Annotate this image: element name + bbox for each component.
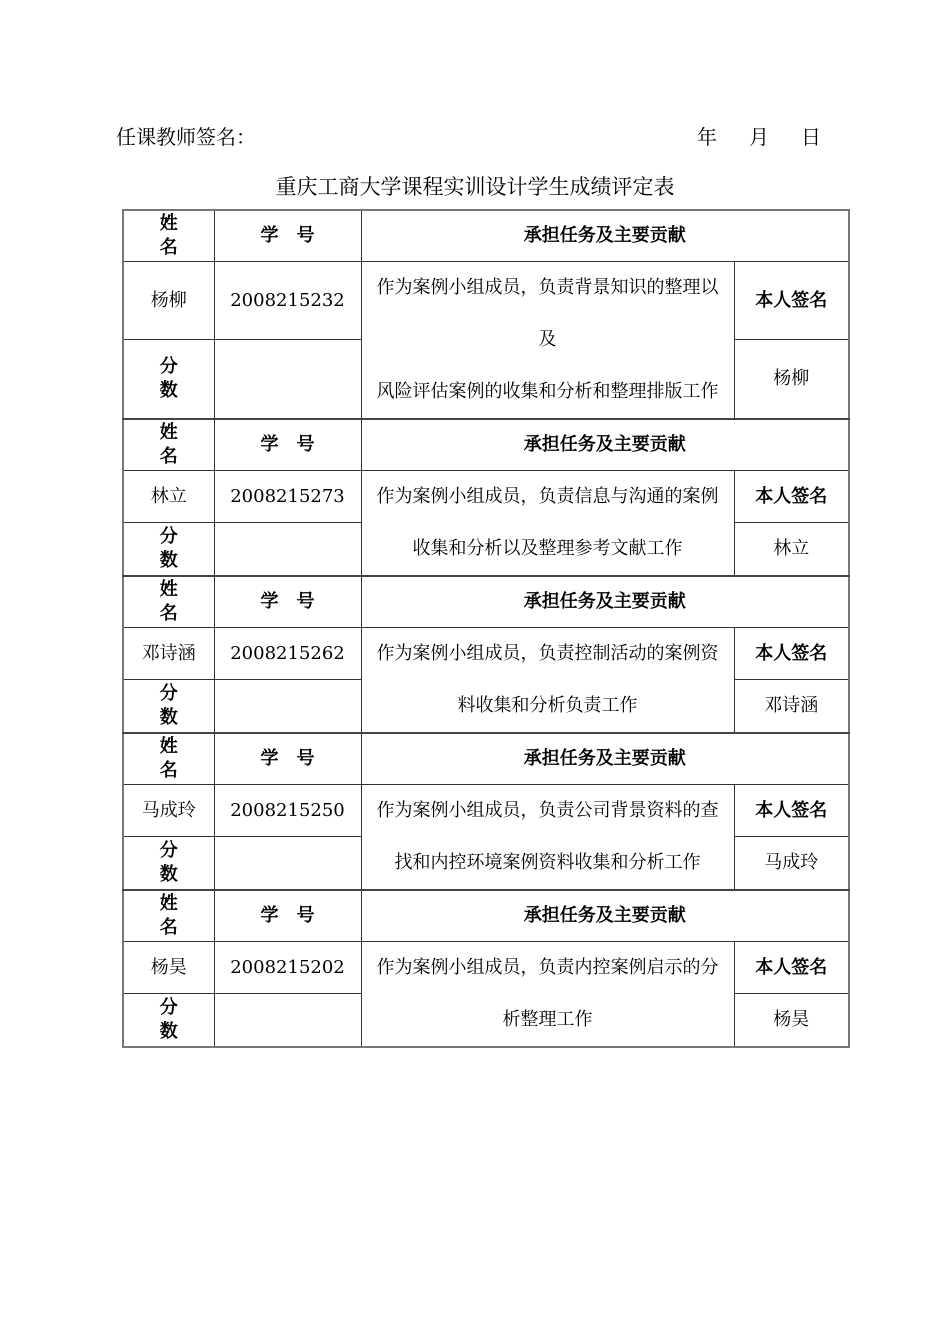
task-description	[361, 785, 734, 891]
header-name: 姓名	[123, 576, 214, 628]
header-row	[123, 210, 849, 262]
signature-label: 本人签名	[734, 262, 849, 340]
score-value[interactable]	[214, 523, 361, 576]
header-task: 承担任务及主要贡献	[361, 890, 849, 942]
header-name: 姓名	[123, 210, 214, 262]
header-student-id: 学号	[214, 419, 361, 471]
student-signature: 杨柳	[734, 340, 849, 419]
header-task: 承担任务及主要贡献	[361, 576, 849, 628]
score-value[interactable]	[214, 680, 361, 733]
student-row	[123, 628, 849, 680]
task-description	[361, 942, 734, 1048]
task-description	[361, 262, 734, 420]
header-row	[123, 576, 849, 628]
score-label: 分数	[123, 340, 214, 419]
header-task: 承担任务及主要贡献	[361, 419, 849, 471]
year-label: 年	[697, 125, 717, 149]
score-label: 分数	[123, 994, 214, 1047]
student-id: 2008215202	[214, 942, 361, 994]
student-row	[123, 785, 849, 837]
day-label: 日	[801, 125, 821, 149]
student-row	[123, 262, 849, 340]
grade-table	[122, 209, 850, 1048]
score-value[interactable]	[214, 837, 361, 890]
teacher-signature-line	[116, 122, 821, 152]
signature-label: 本人签名	[734, 628, 849, 680]
student-name: 邓诗涵	[123, 628, 214, 680]
header-row	[123, 419, 849, 471]
score-label: 分数	[123, 837, 214, 890]
task-line: 收集和分析以及整理参考文献工作	[412, 538, 683, 559]
header-task: 承担任务及主要贡献	[361, 210, 849, 262]
student-name: 杨昊	[123, 942, 214, 994]
header-student-id: 学号	[214, 890, 361, 942]
task-line: 作为案例小组成员，负责信息与沟通的案例	[376, 486, 719, 507]
task-line: 作为案例小组成员，负责公司背景资料的查	[376, 800, 719, 821]
student-signature: 马成玲	[734, 837, 849, 890]
header-row	[123, 733, 849, 785]
header-student-id: 学号	[214, 733, 361, 785]
student-signature: 林立	[734, 523, 849, 576]
student-id: 2008215262	[214, 628, 361, 680]
task-line: 找和内控环境案例资料收集和分析工作	[394, 852, 701, 873]
task-line: 作为案例小组成员，负责背景知识的整理以及	[376, 277, 719, 350]
score-value[interactable]	[214, 994, 361, 1047]
task-line: 风险评估案例的收集和分析和整理排版工作	[376, 381, 719, 402]
date-fields	[697, 122, 821, 152]
score-label: 分数	[123, 523, 214, 576]
signature-label: 本人签名	[734, 942, 849, 994]
task-line: 作为案例小组成员，负责内控案例启示的分	[376, 957, 719, 978]
page-title: 重庆工商大学课程实训设计学生成绩评定表	[275, 175, 675, 199]
header-name: 姓名	[123, 890, 214, 942]
header-student-id: 学号	[214, 576, 361, 628]
header-name: 姓名	[123, 733, 214, 785]
task-line: 析整理工作	[502, 1009, 593, 1030]
signature-label: 本人签名	[734, 471, 849, 523]
grade-table-body	[123, 210, 849, 1047]
student-name: 林立	[123, 471, 214, 523]
task-description	[361, 628, 734, 734]
header-student-id: 学号	[214, 210, 361, 262]
student-name: 杨柳	[123, 262, 214, 340]
task-line: 作为案例小组成员，负责控制活动的案例资	[376, 643, 719, 664]
student-id: 2008215232	[214, 262, 361, 340]
student-name: 马成玲	[123, 785, 214, 837]
header-row	[123, 890, 849, 942]
task-description	[361, 471, 734, 577]
signature-label: 本人签名	[734, 785, 849, 837]
student-id: 2008215273	[214, 471, 361, 523]
student-row	[123, 942, 849, 994]
score-value[interactable]	[214, 340, 361, 419]
student-row	[123, 471, 849, 523]
month-label: 月	[749, 125, 769, 149]
header-task: 承担任务及主要贡献	[361, 733, 849, 785]
student-signature: 杨昊	[734, 994, 849, 1047]
student-signature: 邓诗涵	[734, 680, 849, 733]
teacher-signature-label: 任课教师签名：	[116, 125, 256, 149]
student-id: 2008215250	[214, 785, 361, 837]
header-name: 姓名	[123, 419, 214, 471]
score-label: 分数	[123, 680, 214, 733]
task-line: 料收集和分析负责工作	[457, 695, 638, 716]
